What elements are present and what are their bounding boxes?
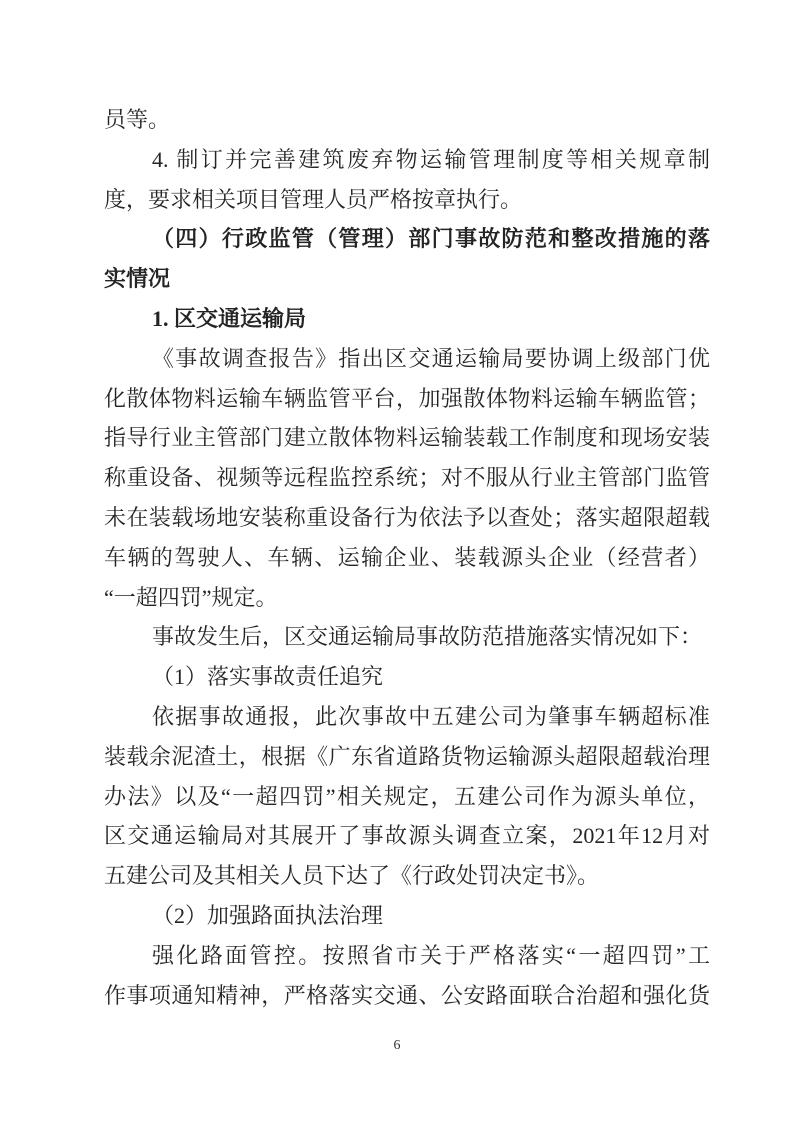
- text-line: 员等。: [104, 107, 171, 132]
- document-body: [104, 100, 710, 1015]
- text-line: 车辆的驾驶人、车辆、运输企业、装载源头企业（经营者）: [104, 544, 710, 570]
- text-line: 4. 制订并完善建筑废弃物运输管理制度等相关规章制: [152, 146, 710, 172]
- page-number: 6: [393, 1038, 401, 1053]
- text-line: 指导行业主管部门建立散体物料运输装载工作制度和现场安装: [104, 425, 710, 451]
- text-line: 度，要求相关项目管理人员严格按章执行。: [104, 186, 523, 212]
- text-line: 未在装载场地安装称重设备行为依法予以查处；落实超限超载: [104, 504, 710, 530]
- text-line: （2）加强路面执法治理: [152, 902, 384, 928]
- text-line: 依据事故通报，此次事故中五建公司为肇事车辆超标准: [152, 703, 710, 729]
- text-line: 作事项通知精神，严格落实交通、公安路面联合治超和强化货: [104, 982, 710, 1008]
- text-line: 《事故调查报告》指出区交通运输局要协调上级部门优: [152, 345, 710, 371]
- text-line: 五建公司及其相关人员下达了《行政处罚决定书》。: [104, 863, 600, 889]
- text-line: 区交通运输局对其展开了事故源头调查立案，2021年12月对: [104, 823, 710, 849]
- text-line: 装载余泥渣土，根据《广东省道路货物运输源头超限超载治理: [104, 743, 710, 769]
- heading-line: 1. 区交通运输局: [152, 305, 307, 331]
- text-line: 办法》以及“一超四罚”相关规定，五建公司作为源头单位，: [104, 783, 710, 809]
- heading-line: 实情况: [104, 266, 171, 292]
- text-line: 称重设备、视频等远程监控系统；对不服从行业主管部门监管: [104, 465, 710, 491]
- text-line: 强化路面管控。按照省市关于严格落实“一超四罚”工: [152, 942, 710, 968]
- heading-line: （四）行政监管（管理）部门事故防范和整改措施的落: [152, 226, 710, 252]
- text-line: 事故发生后，区交通运输局事故防范措施落实情况如下：: [152, 624, 703, 650]
- text-line: （1）落实事故责任追究: [152, 664, 384, 690]
- text-line: 化散体物料运输车辆监管平台，加强散体物料运输车辆监管；: [104, 385, 710, 411]
- text-line: “一超四罚”规定。: [104, 584, 278, 610]
